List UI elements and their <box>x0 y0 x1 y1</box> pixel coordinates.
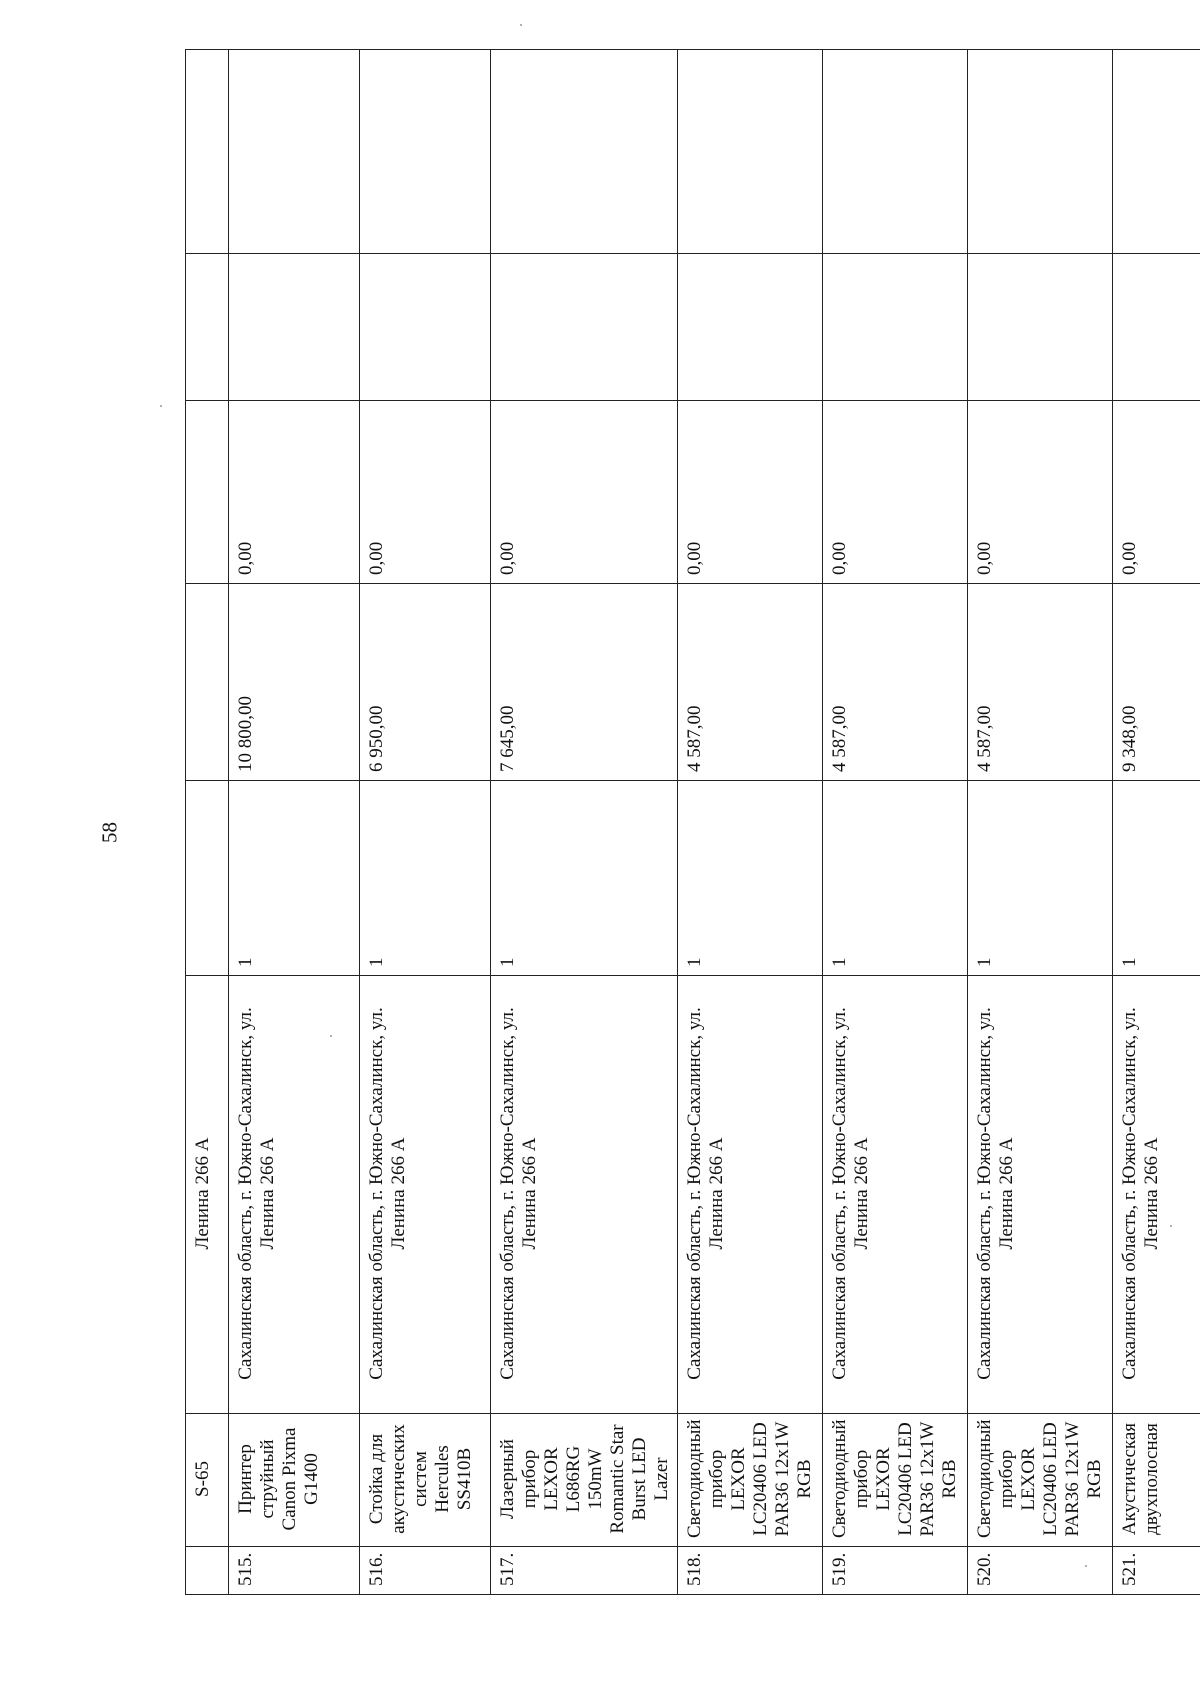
cell-price <box>186 584 229 781</box>
scan-speck <box>1085 1565 1087 1567</box>
rotated-table-container <box>185 50 1162 1595</box>
cell-num: 516. <box>360 1547 491 1595</box>
cell-num: 519. <box>823 1547 968 1595</box>
table-row <box>678 50 823 1595</box>
cell-residual: 0,00 <box>491 401 678 584</box>
cell-empty <box>229 50 360 254</box>
cell-name: Светодиодный прибор LEXOR LC20406 LED PAR36 12x1W RGB <box>968 1414 1113 1547</box>
cell-empty <box>360 254 491 401</box>
cell-qty: 1 <box>678 781 823 976</box>
cell-qty <box>186 781 229 976</box>
cell-empty <box>1113 254 1200 401</box>
cell-empty <box>823 50 968 254</box>
scan-speck <box>1170 1225 1172 1227</box>
cell-name: Лазерный прибор LEXOR L686RG 150mW Romantic Star Burst LED Lazer <box>491 1414 678 1547</box>
cell-empty <box>1113 50 1200 254</box>
cell-qty: 1 <box>823 781 968 976</box>
cell-code: S-65 <box>186 1414 229 1547</box>
cell-empty <box>186 50 229 254</box>
cell-residual: 0,00 <box>1113 401 1200 584</box>
table-body <box>186 50 1200 1595</box>
continuation-row <box>186 50 229 1595</box>
cell-empty <box>678 50 823 254</box>
scan-speck <box>520 24 522 26</box>
scan-speck <box>330 1035 332 1037</box>
cell-empty <box>229 254 360 401</box>
cell-residual: 0,00 <box>823 401 968 584</box>
cell-address: Сахалинская область, г. Южно-Сахалинск, ул. Ленина 266 А <box>968 976 1113 1414</box>
table-row <box>968 50 1113 1595</box>
cell-address: Сахалинская область, г. Южно-Сахалинск, ул. Ленина 266 А <box>229 976 360 1414</box>
cell-price: 9 348,00 <box>1113 584 1200 781</box>
cell-residual: 0,00 <box>360 401 491 584</box>
cell-empty <box>678 254 823 401</box>
cell-price: 4 587,00 <box>968 584 1113 781</box>
cell-name: Светодиодный прибор LEXOR LC20406 LED PAR36 12x1W RGB <box>678 1414 823 1547</box>
table-row <box>823 50 968 1595</box>
cell-price: 4 587,00 <box>823 584 968 781</box>
scan-speck <box>160 405 162 407</box>
cell-address: Сахалинская область, г. Южно-Сахалинск, ул. Ленина 266 А <box>678 976 823 1414</box>
cell-num: 517. <box>491 1547 678 1595</box>
table-row <box>1113 50 1200 1595</box>
cell-empty <box>968 254 1113 401</box>
cell-address-tail: Ленина 266 А <box>186 976 229 1414</box>
cell-residual: 0,00 <box>678 401 823 584</box>
cell-address: Сахалинская область, г. Южно-Сахалинск, ул. Ленина 266 А <box>491 976 678 1414</box>
cell-address: Сахалинская область, г. Южно-Сахалинск, ул. Ленина 266 А <box>1113 976 1200 1414</box>
cell-empty <box>491 50 678 254</box>
cell-address: Сахалинская область, г. Южно-Сахалинск, ул. Ленина 266 А <box>823 976 968 1414</box>
table-row <box>491 50 678 1595</box>
cell-name: Стойка для акустических систем Hercules SS410B <box>360 1414 491 1547</box>
cell-price: 6 950,00 <box>360 584 491 781</box>
cell-price: 4 587,00 <box>678 584 823 781</box>
cell-qty: 1 <box>491 781 678 976</box>
cell-price: 10 800,00 <box>229 584 360 781</box>
cell-name: Принтер струйный Canon Pixma G1400 <box>229 1414 360 1547</box>
cell-empty <box>491 254 678 401</box>
cell-empty <box>823 254 968 401</box>
cell-qty: 1 <box>229 781 360 976</box>
cell-name: Акустическая двухполосная <box>1113 1414 1200 1547</box>
table-row <box>360 50 491 1595</box>
cell-name: Светодиодный прибор LEXOR LC20406 LED PAR36 12x1W RGB <box>823 1414 968 1547</box>
cell-num: 520. <box>968 1547 1113 1595</box>
cell-price: 7 645,00 <box>491 584 678 781</box>
table-row <box>229 50 360 1595</box>
page-number: 58 <box>97 822 122 843</box>
cell-empty <box>968 50 1113 254</box>
cell-residual: 0,00 <box>968 401 1113 584</box>
cell-residual <box>186 401 229 584</box>
cell-num: 515. <box>229 1547 360 1595</box>
cell-qty: 1 <box>968 781 1113 976</box>
property-table <box>185 49 1200 1595</box>
cell-residual: 0,00 <box>229 401 360 584</box>
cell-address: Сахалинская область, г. Южно-Сахалинск, ул. Ленина 266 А <box>360 976 491 1414</box>
cell-qty: 1 <box>1113 781 1200 976</box>
cell-num: 518. <box>678 1547 823 1595</box>
cell-empty <box>360 50 491 254</box>
cell-num: 521. <box>1113 1547 1200 1595</box>
cell-qty: 1 <box>360 781 491 976</box>
cell-num <box>186 1547 229 1595</box>
cell-empty <box>186 254 229 401</box>
